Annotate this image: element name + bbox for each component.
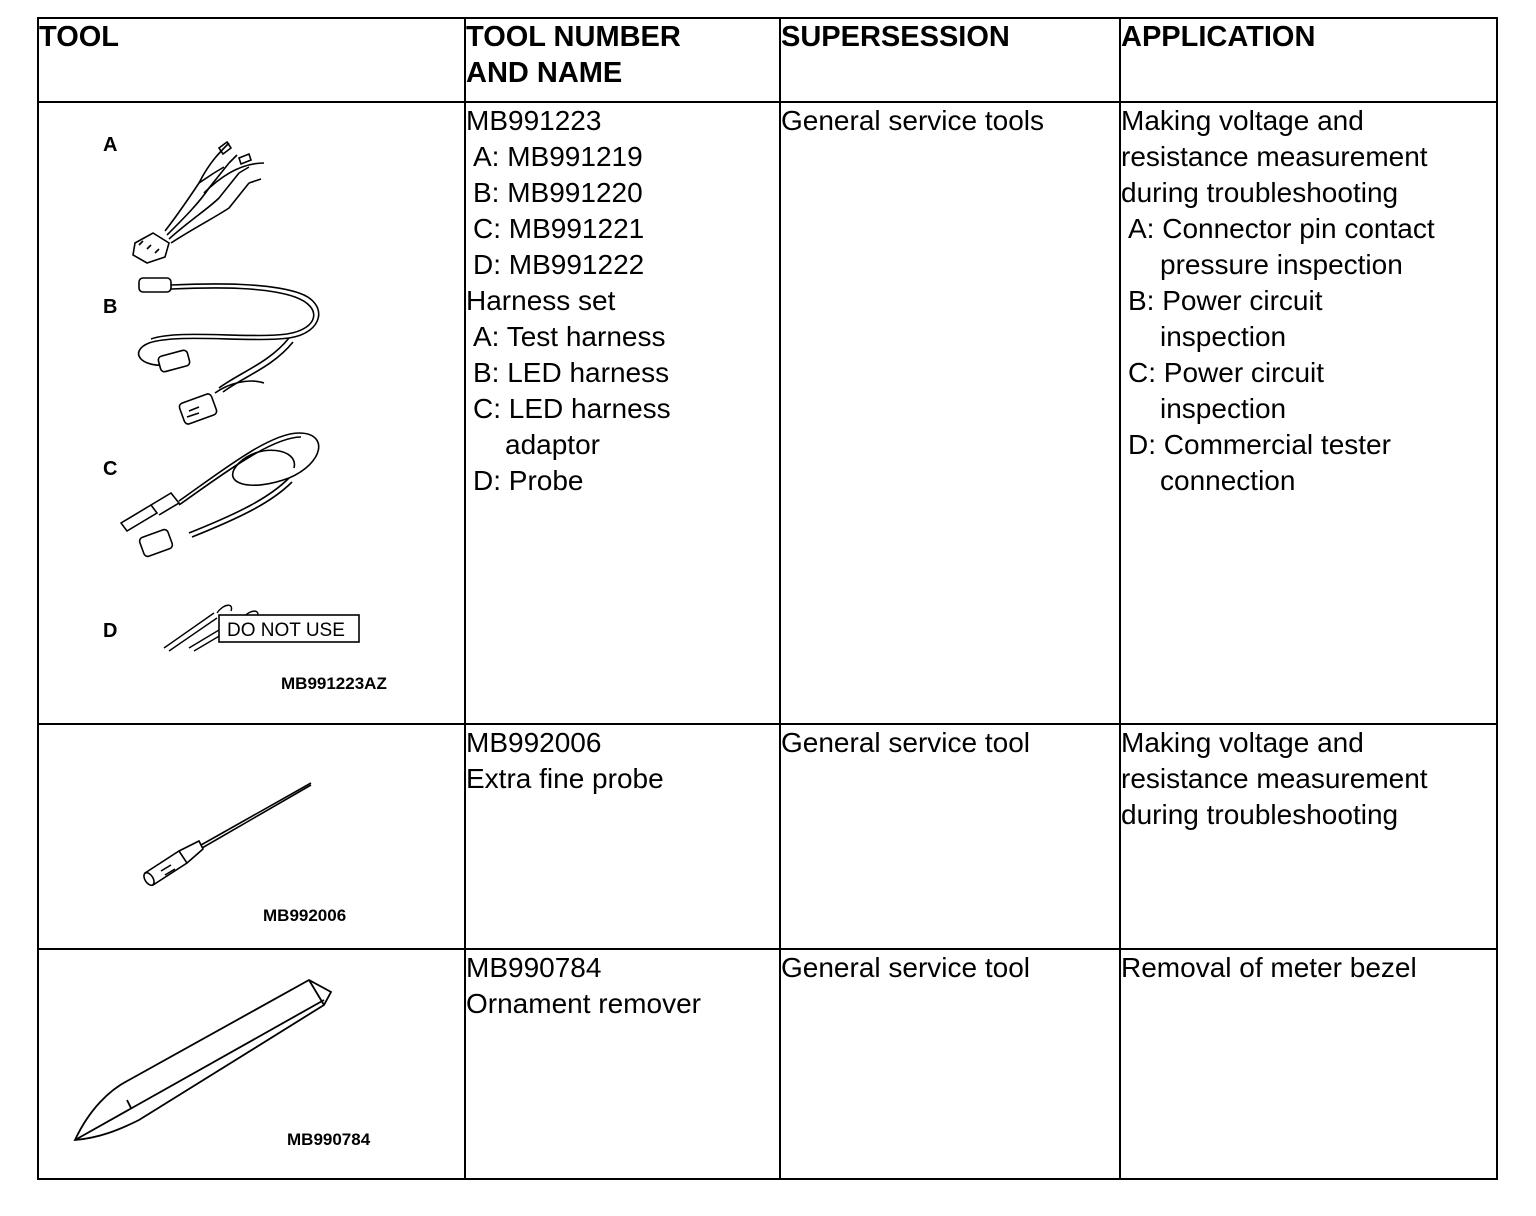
table-row: [38, 724, 1497, 949]
application-line: B: Power circuit: [1128, 285, 1323, 316]
header-tool-number: TOOL NUMBER AND NAME: [465, 18, 780, 102]
harness-set-illustration: [39, 103, 466, 725]
application-line: Removal of meter bezel: [1121, 952, 1417, 983]
application-line: Making voltage and: [1121, 105, 1364, 136]
figure-label-b: B: [103, 296, 118, 318]
figure-label-d: D: [103, 620, 118, 642]
tool-number-line: Ornament remover: [466, 988, 701, 1019]
application-cell: [1120, 949, 1497, 1179]
led-harness-icon: [139, 278, 319, 425]
figure-label-c: C: [103, 458, 118, 480]
tool-number-line: B: LED harness: [473, 357, 670, 388]
extra-fine-probe-illustration: [39, 725, 466, 950]
tool-number-line: Extra fine probe: [466, 763, 664, 794]
header-application: APPLICATION: [1120, 18, 1497, 102]
application-line: resistance measurement: [1121, 141, 1428, 172]
tool-number-line: adaptor: [505, 429, 600, 460]
application-cell: [1120, 724, 1497, 949]
application-line: A: Connector pin contact: [1128, 213, 1435, 244]
tool-figure-cell: [38, 102, 465, 724]
tool-number-line: B: MB991220: [473, 177, 643, 208]
header-tool: TOOL: [38, 18, 465, 102]
tool-number-line: C: MB991221: [473, 213, 645, 244]
application-line: D: Commercial tester: [1128, 429, 1391, 460]
tool-number-line: D: MB991222: [473, 249, 645, 280]
ornament-remover-illustration: [39, 950, 466, 1180]
figure-code: MB991223AZ: [281, 674, 387, 693]
header-row: [38, 18, 1497, 102]
tool-number-cell: [465, 949, 780, 1179]
extra-fine-probe-icon: [142, 783, 311, 887]
tool-number-line: A: MB991219: [473, 141, 643, 172]
application-line: connection: [1160, 465, 1296, 496]
header-supersession: SUPERSESSION: [780, 18, 1120, 102]
tool-number-line: D: Probe: [473, 465, 584, 496]
tool-number-line: MB992006: [466, 727, 602, 758]
do-not-use-label: DO NOT USE: [227, 620, 345, 641]
tool-number-line: C: LED harness: [473, 393, 671, 424]
application-cell: [1120, 102, 1497, 724]
tool-number-cell: [465, 102, 780, 724]
figure-code: MB990784: [287, 1130, 371, 1149]
tool-figure-cell: [38, 724, 465, 949]
application-line: inspection: [1160, 321, 1287, 352]
tool-figure-cell: [38, 949, 465, 1179]
tool-number-line: Harness set: [466, 285, 616, 316]
tool-number-line: MB990784: [466, 952, 602, 983]
application-line: during troubleshooting: [1121, 799, 1399, 830]
table-row: [38, 949, 1497, 1179]
application-line: pressure inspection: [1160, 249, 1403, 280]
application-line: resistance measurement: [1121, 763, 1428, 794]
application-line: during troubleshooting: [1121, 177, 1399, 208]
application-line: C: Power circuit: [1128, 357, 1325, 388]
tool-number-cell: [465, 724, 780, 949]
figure-label-a: A: [103, 134, 118, 156]
application-line: Making voltage and: [1121, 727, 1364, 758]
special-tools-table: [37, 17, 1498, 1180]
supersession-cell: General service tools: [780, 102, 1120, 724]
supersession-cell: General service tool: [780, 724, 1120, 949]
tool-number-line: MB991223: [466, 105, 602, 136]
supersession-cell: General service tool: [780, 949, 1120, 1179]
tool-number-line: A: Test harness: [473, 321, 666, 352]
figure-code: MB992006: [263, 906, 347, 925]
application-line: inspection: [1160, 393, 1287, 424]
table-row: [38, 102, 1497, 724]
ornament-remover-icon: [75, 980, 331, 1140]
test-harness-icon: [133, 142, 264, 263]
led-harness-adaptor-icon: [121, 433, 319, 558]
